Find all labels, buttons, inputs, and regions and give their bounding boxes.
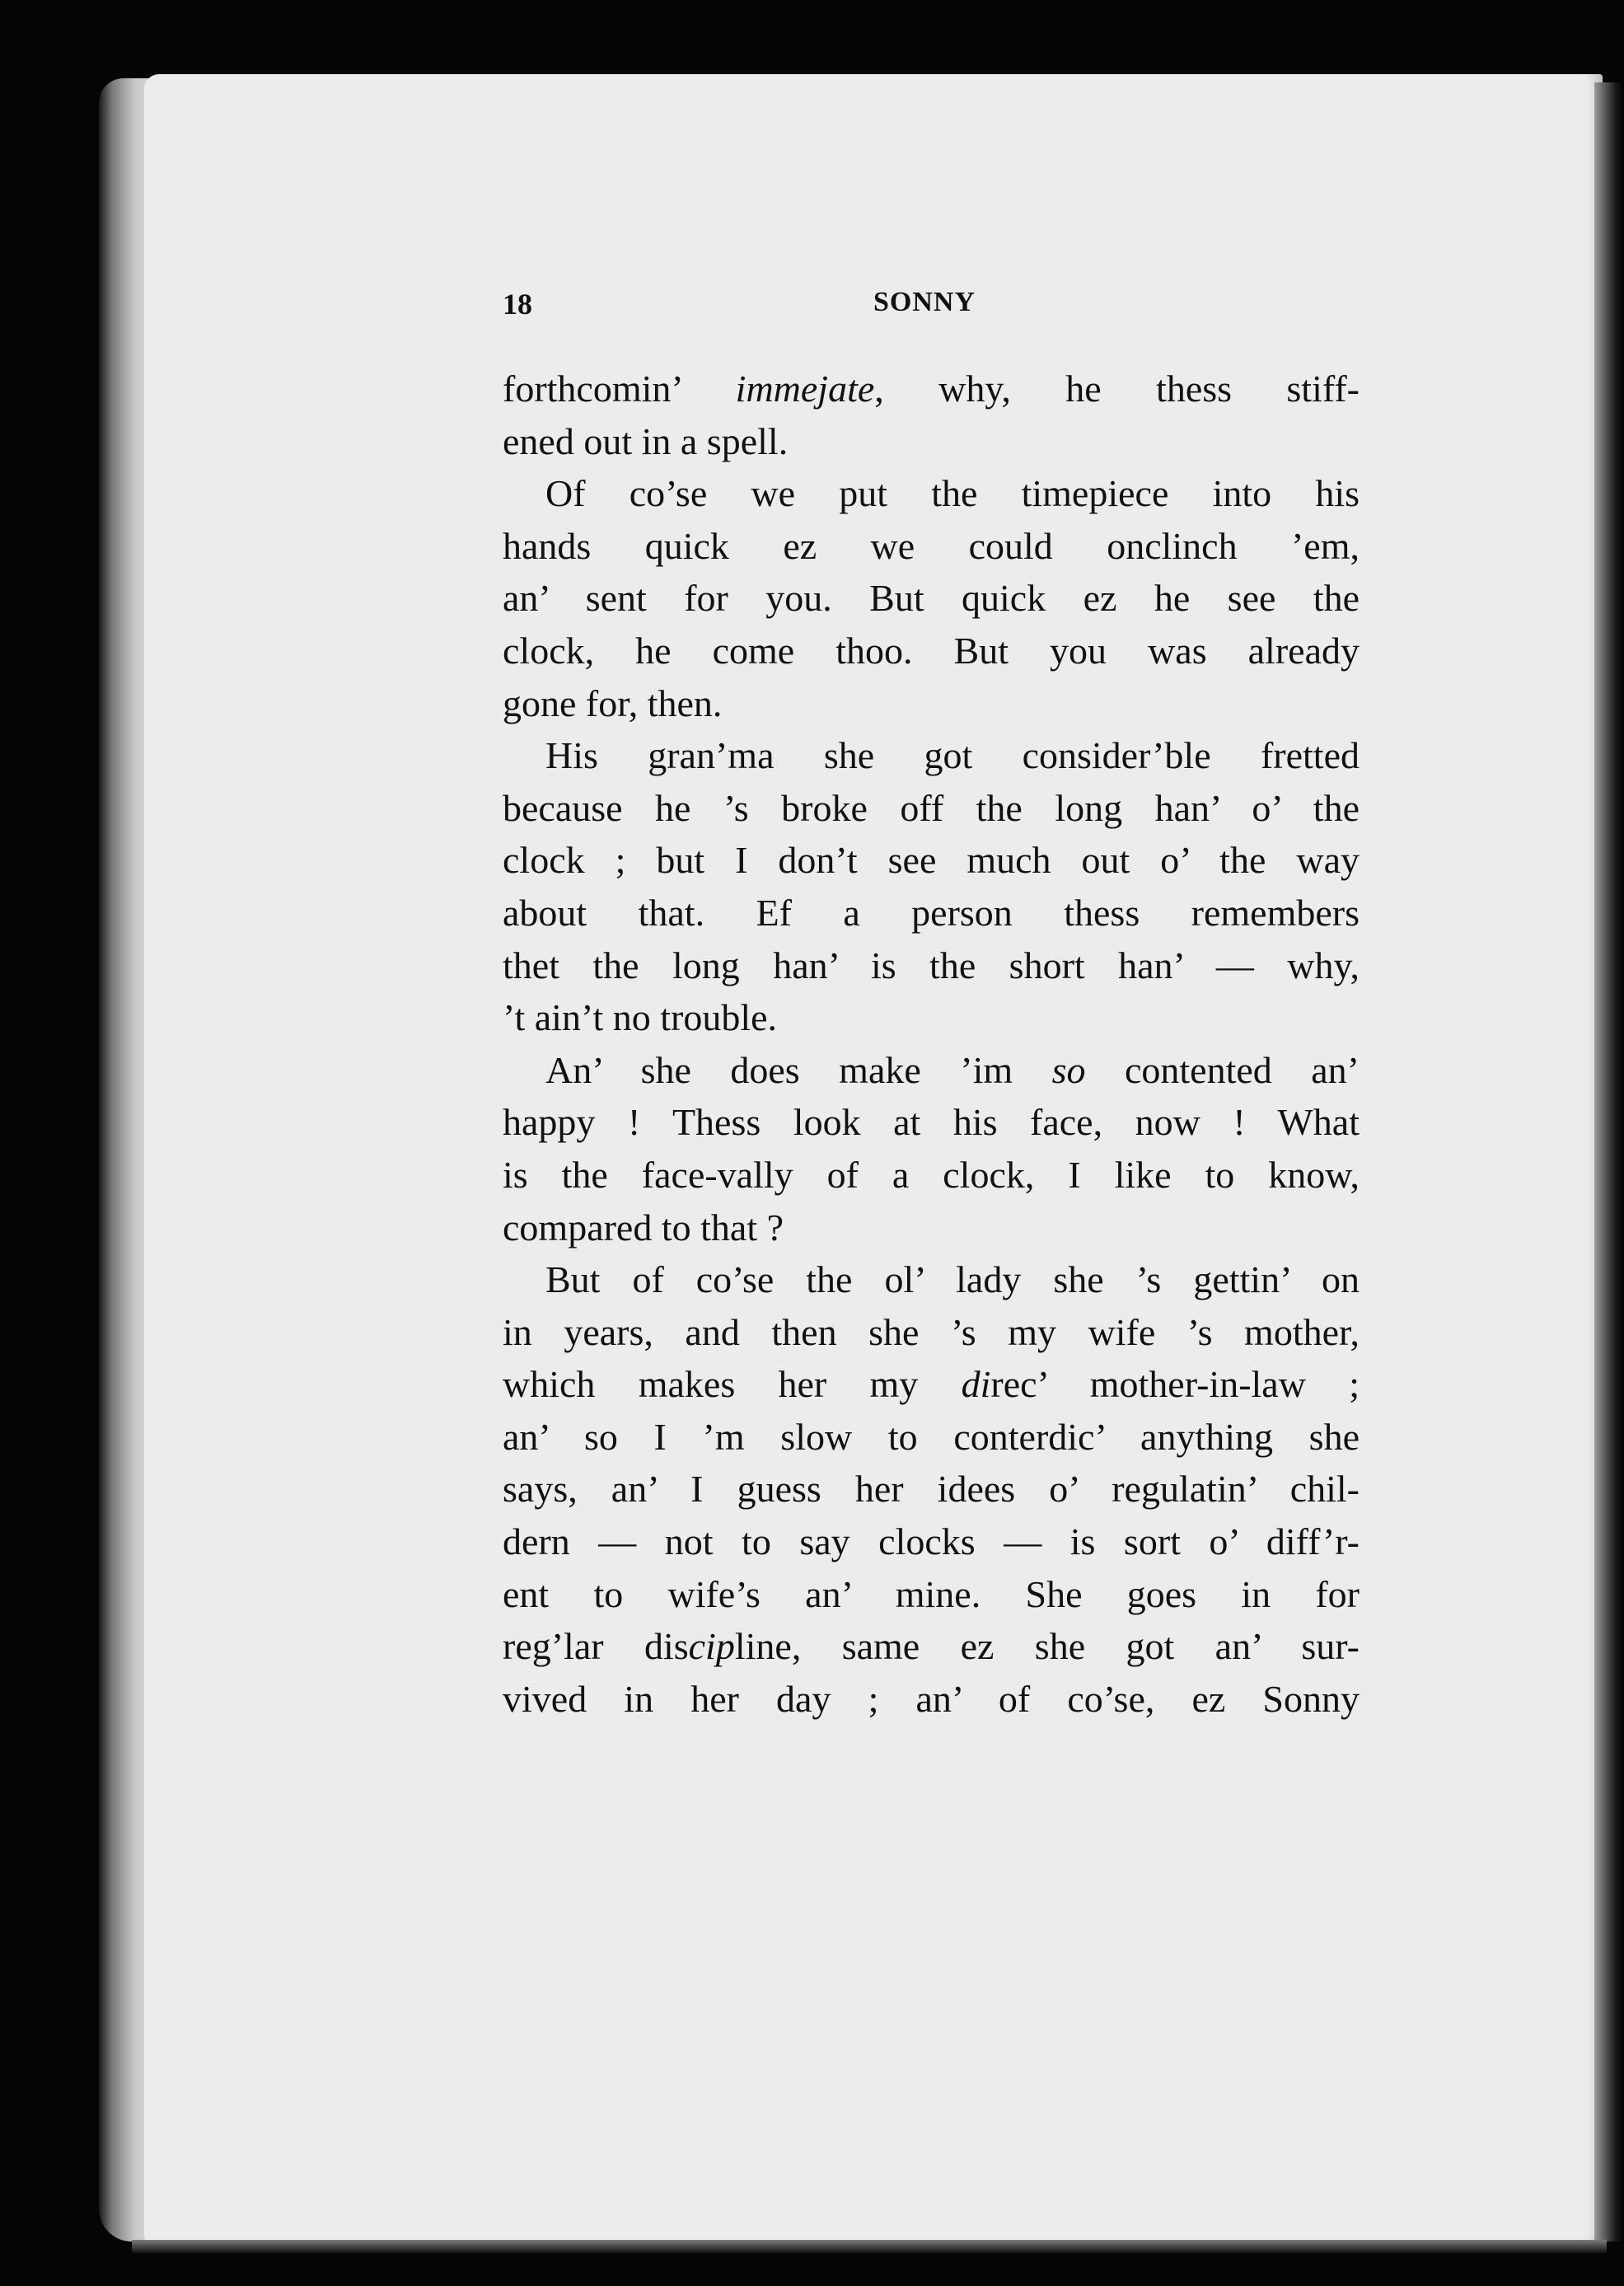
text-run: His gran’ma she got consider’ble fretted — [545, 734, 1360, 777]
text-line — [503, 1463, 1360, 1515]
text-line — [503, 991, 1360, 1044]
text-line — [503, 1358, 1360, 1411]
paragraph — [503, 1044, 1360, 1253]
text-line — [503, 1044, 1360, 1097]
text-line — [503, 677, 1360, 730]
text-run: dern — not to say clocks — is sort o’ diff’r- — [503, 1520, 1360, 1563]
text-line — [503, 1149, 1360, 1202]
text-run: about that. Ef a person thess remembers — [503, 891, 1360, 934]
page-fore-edge — [1594, 82, 1624, 2241]
text-run: Of co’se we put the timepiece into his — [545, 472, 1360, 515]
italic-text: cip — [688, 1625, 735, 1668]
text-line — [503, 1411, 1360, 1464]
text-run: thet the long han’ is the short han’ — why, — [503, 944, 1360, 986]
text-run: ’t ain’t no trouble. — [503, 996, 778, 1039]
text-line — [503, 1202, 1360, 1254]
text-run: clock ; but I don’t see much out o’ the way — [503, 839, 1360, 882]
text-line — [503, 939, 1360, 992]
text-run: reg’lar dis — [503, 1625, 689, 1668]
text-run: gone for, then. — [503, 682, 723, 724]
text-run: ent to wife’s an’ mine. She goes in for — [503, 1572, 1360, 1615]
text-line — [503, 520, 1360, 573]
text-line — [503, 1515, 1360, 1568]
text-run: forthcomin’ — [503, 368, 736, 410]
text-line — [503, 1620, 1360, 1673]
text-line — [503, 1306, 1360, 1359]
running-head: SONNY — [873, 287, 976, 317]
text-line — [503, 729, 1360, 782]
text-run: an’ sent for you. But quick ez he see the — [503, 577, 1360, 620]
text-line — [503, 415, 1360, 468]
text-run: compared to that ? — [503, 1206, 784, 1248]
text-line — [503, 625, 1360, 677]
page-number: 18 — [503, 288, 532, 321]
text-line — [503, 1673, 1360, 1726]
paragraph — [503, 363, 1360, 467]
text-line — [503, 467, 1360, 520]
text-line — [503, 1568, 1360, 1621]
text-run: clock, he come thoo. But you was already — [503, 629, 1360, 672]
text-run: in years, and then she ’s my wife ’s mother, — [503, 1310, 1360, 1353]
italic-text: di — [961, 1363, 991, 1406]
text-run: hands quick ez we could onclinch ’em, — [503, 524, 1360, 567]
text-run: is the face-vally of a clock, I like to know, — [503, 1153, 1360, 1196]
text-run: rec’ mother-in-law ; — [990, 1363, 1360, 1406]
paragraph — [503, 467, 1360, 729]
text-line — [503, 834, 1360, 887]
text-run: , why, he thess stiff- — [874, 368, 1360, 410]
text-line — [503, 572, 1360, 625]
text-run: which makes her my — [503, 1363, 962, 1406]
text-run: But of co’se the ol’ lady she ’s gettin’ on — [545, 1258, 1360, 1301]
italic-text: so — [1051, 1048, 1086, 1091]
text-run: ened out in a spell. — [503, 419, 789, 462]
italic-text: immejate — [735, 368, 875, 410]
text-run: says, an’ I guess her idees o’ regulatin’ chil- — [503, 1468, 1360, 1511]
text-line — [503, 887, 1360, 939]
text-run: happy ! Thess look at his face, now ! What — [503, 1101, 1360, 1144]
text-line — [503, 782, 1360, 835]
text-run: vived in her day ; an’ of co’se, ez Sonny — [503, 1677, 1360, 1720]
text-line — [503, 1253, 1360, 1306]
text-line — [503, 1096, 1360, 1149]
page-header — [503, 287, 1360, 336]
text-run: An’ she does make ’im — [545, 1048, 1052, 1091]
text-line — [503, 363, 1360, 415]
body-text — [503, 363, 1360, 1725]
text-run: an’ so I ’m slow to conterdic’ anything she — [503, 1415, 1360, 1458]
paragraph — [503, 729, 1360, 1044]
paragraph — [503, 1253, 1360, 1725]
page-bottom-edge — [132, 2240, 1607, 2253]
text-run: line, same ez she got an’ sur- — [734, 1625, 1360, 1668]
text-run: because he ’s broke off the long han’ o’ the — [503, 786, 1360, 829]
text-run: contented an’ — [1085, 1048, 1360, 1091]
